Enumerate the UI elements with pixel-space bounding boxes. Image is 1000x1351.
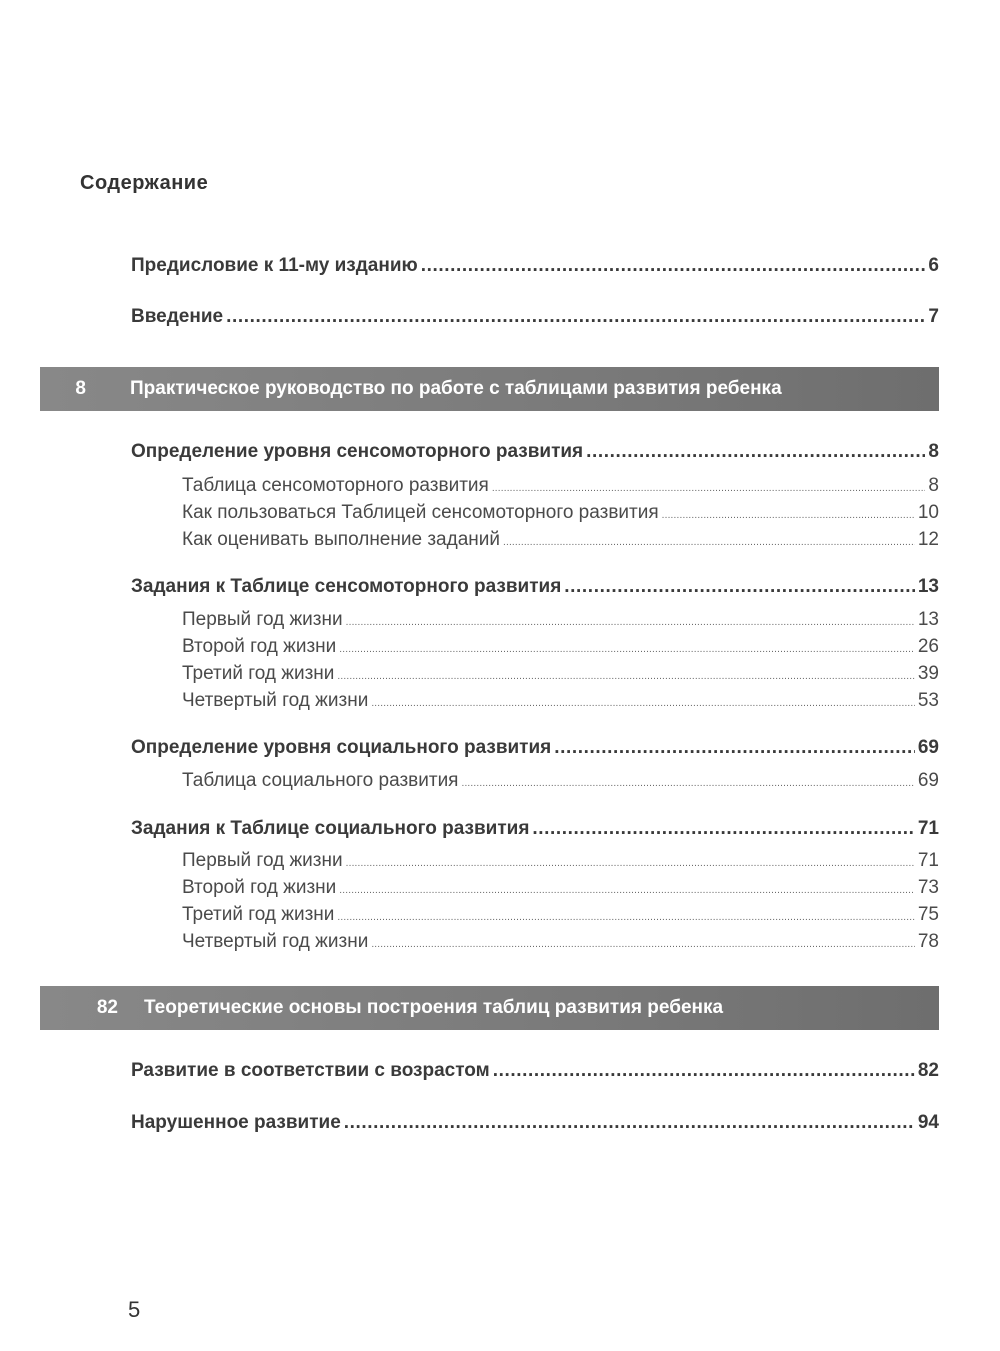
entry-label: Как оценивать выполнение заданий (182, 529, 500, 550)
toc-subentry[interactable] (182, 931, 939, 953)
leader-dots (554, 737, 915, 759)
toc-section[interactable] (131, 576, 939, 598)
entry-page: 75 (917, 904, 939, 925)
leader-dots (371, 939, 915, 950)
entry-label: Как пользоваться Таблицей сенсомоторного развития (182, 502, 659, 523)
part-title: Практическое руководство по работе с таблицами развития ребенка (130, 378, 782, 399)
toc-subentry[interactable] (182, 529, 939, 551)
entry-label: Введение (131, 306, 224, 327)
leader-dots (492, 483, 926, 494)
entry-page: 7 (928, 306, 939, 327)
toc-title: Содержание (80, 172, 209, 194)
leader-dots (226, 306, 925, 328)
leader-dots (337, 671, 914, 682)
entry-label: Определение уровня социального развития (131, 737, 552, 758)
leader-dots (493, 1060, 915, 1082)
toc-subentry[interactable] (182, 609, 939, 631)
leader-dots (337, 912, 914, 923)
entry-page: 73 (917, 877, 939, 898)
toc-section[interactable] (131, 737, 939, 759)
entry-label: Второй год жизни (182, 636, 337, 657)
toc-entry-preface[interactable] (131, 255, 939, 277)
entry-label: Предисловие к 11-му изданию (131, 255, 418, 276)
entry-page: 94 (917, 1112, 939, 1133)
leader-dots (339, 644, 915, 655)
toc-subentry[interactable] (182, 877, 939, 899)
leader-dots (344, 1112, 915, 1134)
entry-label: Второй год жизни (182, 877, 337, 898)
entry-page: 13 (917, 576, 939, 597)
toc-section[interactable] (131, 1112, 939, 1134)
leader-dots (586, 441, 925, 463)
toc-section[interactable] (131, 1060, 939, 1082)
leader-dots (503, 537, 915, 548)
entry-page: 39 (917, 663, 939, 684)
toc-subentry[interactable] (182, 636, 939, 658)
leader-dots (421, 255, 926, 277)
part-page: 82 (96, 997, 118, 1018)
toc-subentry[interactable] (182, 850, 939, 872)
leader-dots (564, 576, 915, 598)
entry-page: 6 (928, 255, 939, 276)
leader-dots (532, 818, 914, 840)
part-title: Теоретические основы построения таблиц развития ребенка (144, 997, 724, 1018)
leader-dots (371, 698, 915, 709)
toc-subentry[interactable] (182, 663, 939, 685)
entry-label: Таблица сенсомоторного развития (182, 475, 489, 496)
entry-label: Задания к Таблице сенсомоторного развития (131, 576, 562, 597)
entry-label: Третий год жизни (182, 663, 335, 684)
part-page: 8 (75, 378, 86, 399)
entry-page: 71 (917, 850, 939, 871)
toc-subentry[interactable] (182, 690, 939, 712)
entry-label: Третий год жизни (182, 904, 335, 925)
entry-label: Четвертый год жизни (182, 931, 369, 952)
entry-label: Нарушенное развитие (131, 1112, 341, 1133)
entry-page: 82 (917, 1060, 939, 1081)
part-header-practical[interactable] (40, 367, 939, 411)
entry-label: Таблица социального развития (182, 770, 459, 791)
page-number: 5 (128, 1297, 141, 1322)
entry-page: 8 (928, 441, 939, 462)
toc-subentry[interactable] (182, 904, 939, 926)
entry-page: 26 (917, 636, 939, 657)
entry-page: 13 (917, 609, 939, 630)
leader-dots (662, 510, 915, 521)
entry-page: 8 (928, 475, 939, 496)
toc-entry-introduction[interactable] (131, 306, 939, 328)
entry-label: Первый год жизни (182, 609, 343, 630)
entry-page: 69 (917, 770, 939, 791)
leader-dots (346, 617, 915, 628)
toc-subentry[interactable] (182, 475, 939, 497)
entry-page: 10 (917, 502, 939, 523)
entry-page: 69 (917, 737, 939, 758)
leader-dots (461, 778, 914, 789)
entry-page: 12 (917, 529, 939, 550)
toc-subentry[interactable] (182, 770, 939, 792)
toc-section[interactable] (131, 441, 939, 463)
toc-subentry[interactable] (182, 502, 939, 524)
leader-dots (346, 858, 915, 869)
entry-page: 78 (917, 931, 939, 952)
entry-label: Задания к Таблице социального развития (131, 818, 530, 839)
entry-page: 53 (917, 690, 939, 711)
entry-label: Первый год жизни (182, 850, 343, 871)
leader-dots (339, 885, 915, 896)
part-header-theoretical[interactable] (40, 986, 939, 1030)
entry-page: 71 (917, 818, 939, 839)
entry-label: Развитие в соответствии с возрастом (131, 1060, 490, 1081)
entry-label: Определение уровня сенсомоторного развития (131, 441, 584, 462)
entry-label: Четвертый год жизни (182, 690, 369, 711)
toc-section[interactable] (131, 818, 939, 840)
